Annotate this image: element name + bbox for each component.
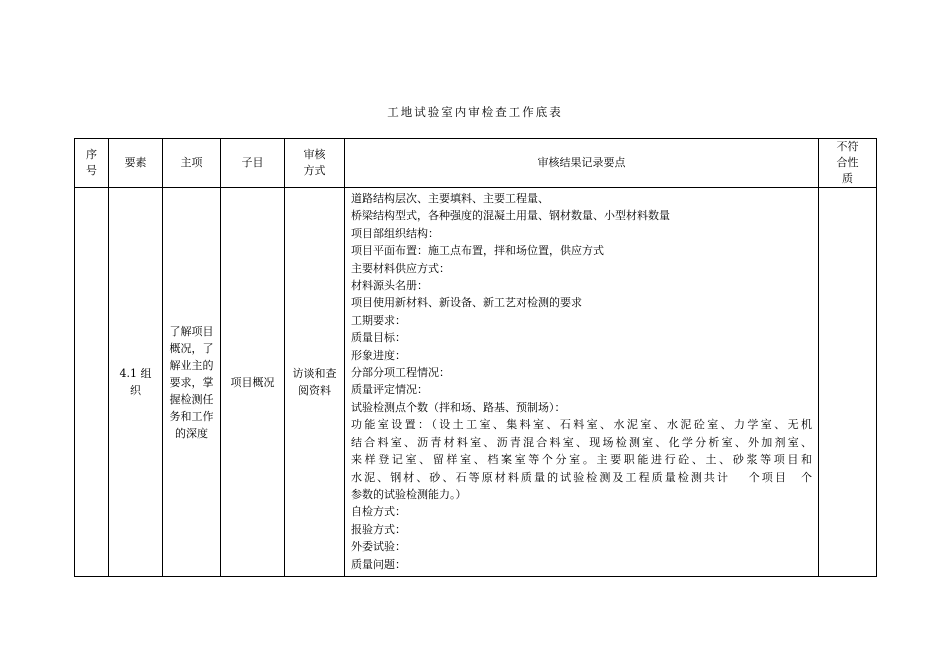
note-line: 试验检测点个数（拌和场、路基、预制场）： [351, 400, 566, 414]
cell-notes [345, 188, 819, 577]
document-title: 工地试验室内审检查工作底表 [387, 105, 563, 119]
note-line: 材料源头名册： [351, 279, 428, 293]
note-line: 外委试验： [351, 540, 406, 554]
header-main-item: 主项 [163, 139, 221, 188]
cell-sub-item: 项目概况 [221, 188, 285, 577]
header-nonconformity: 不符合性质 [819, 139, 877, 188]
header-element: 要素 [109, 139, 163, 188]
table-row [75, 188, 877, 577]
note-line: 报验方式： [351, 522, 406, 536]
note-line: 分部分项工程情况： [351, 366, 450, 380]
note-line: 来样登记室、留样室、档案室等个分室。主要职能进行砼、土、砂浆等项目和 [351, 453, 812, 467]
note-line: 结合料室、沥青材料室、沥青混合料室、现场检测室、化学分析室、外加剂室、 [351, 435, 812, 449]
audit-table [74, 138, 877, 577]
header-method: 审核方式 [285, 139, 345, 188]
cell-seq [75, 188, 109, 577]
cell-method: 访谈和查阅资料 [285, 188, 345, 577]
note-line: 形象进度： [351, 348, 406, 362]
header-notes: 审核结果记录要点 [345, 139, 819, 188]
note-line: 项目平面布置：施工点布置，拌和场位置，供应方式 [351, 244, 604, 258]
header-seq: 序号 [75, 139, 109, 188]
table-header-row [75, 139, 877, 188]
note-line: 工期要求： [351, 313, 406, 327]
note-line: 桥梁结构型式，各种强度的混凝土用量、钢材数量、小型材料数量 [351, 209, 670, 223]
cell-main-item: 了解项目概况，了解业主的要求，掌握检测任务和工作的深度 [163, 188, 221, 577]
cell-nonconformity [819, 188, 877, 577]
note-line: 道路结构层次、主要填料、主要工程量、 [351, 192, 549, 205]
cell-element: 4.1 组织 [109, 188, 163, 577]
note-line: 项目部组织结构： [351, 226, 439, 240]
note-line: 自检方式： [351, 505, 406, 519]
note-line: 质量问题： [351, 557, 406, 571]
note-line: 参数的试验检测能力。） [351, 487, 467, 501]
note-line: 质量目标： [351, 331, 406, 345]
note-line: 质量评定情况： [351, 383, 428, 397]
note-line: 项目使用新材料、新设备、新工艺对检测的要求 [351, 296, 582, 310]
note-line: 主要材料供应方式： [351, 261, 450, 275]
note-line: 水泥、钢材、砂、石等原材料质量的试验检测及工程质量检测共计 个项目 个 [351, 470, 812, 484]
note-line: 功能室设置：（设土工室、集料室、石料室、水泥室、水泥砼室、力学室、无机 [351, 418, 812, 432]
header-sub-item: 子目 [221, 139, 285, 188]
